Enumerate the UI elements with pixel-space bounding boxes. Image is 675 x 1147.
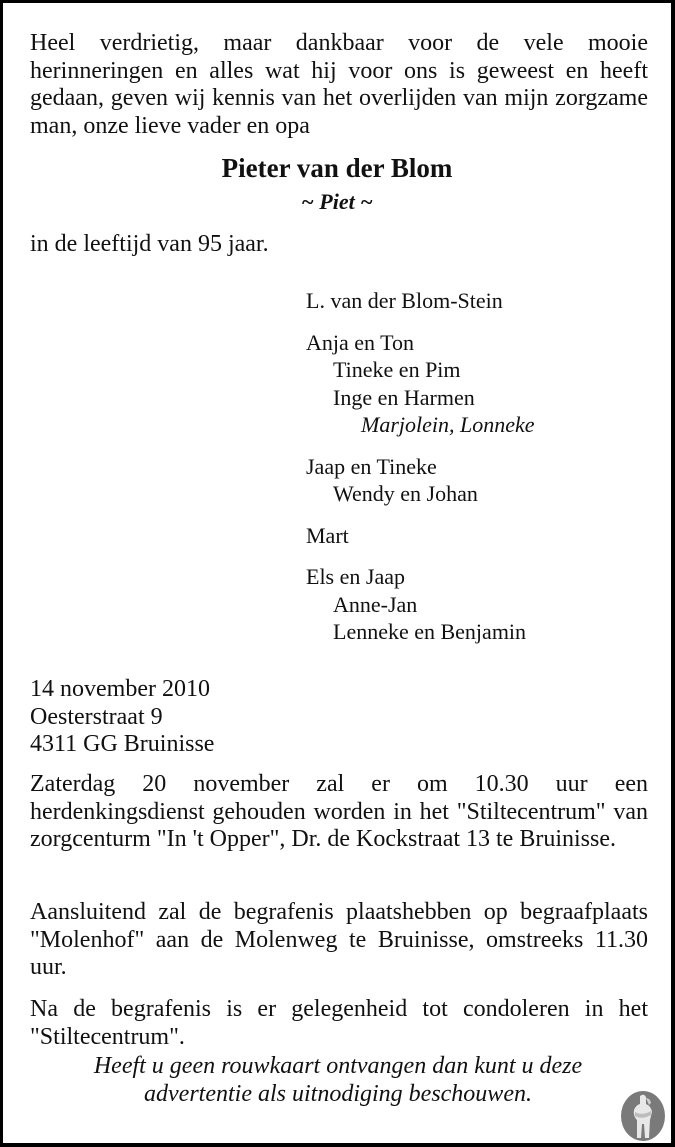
family-member: Inge en Harmen — [333, 384, 475, 410]
street-address: Oesterstraat 9 — [30, 703, 163, 730]
family-member: Tineke en Pim — [333, 357, 461, 382]
invitation-note: Heeft u geen rouwkaart ontvangen dan kunt u deze advertentie als uitnodiging beschouwen. — [93, 1053, 583, 1107]
family-group — [306, 329, 535, 439]
family-group — [306, 287, 535, 315]
family-member: Marjolein, Lonneke — [361, 412, 535, 437]
family-member: Anja en Ton — [306, 329, 415, 355]
family-member: Lenneke en Benjamin — [333, 619, 527, 644]
family-member: Jaap en Tineke — [306, 453, 437, 479]
postal-city: 4311 GG Bruinisse — [30, 731, 215, 757]
family-group — [306, 563, 535, 646]
family-member: Mart — [306, 522, 349, 548]
burial-text: Aansluitend zal de begrafenis plaatshebben op begraafplaats "Molenhof" aan de Molenweg te Bruinisse, omstreeks 11.30 uur. — [30, 899, 648, 980]
family-member: L. van der Blom-Stein — [306, 288, 503, 313]
notice-date: 14 november 2010 — [30, 676, 210, 702]
family-member: Wendy en Johan — [333, 481, 478, 506]
address-block — [30, 676, 648, 759]
age-text: in de leeftijd van 95 jaar. — [30, 231, 269, 257]
deceased-name: Pieter van der Blom — [221, 153, 453, 183]
family-group — [306, 453, 535, 508]
intro-text: Heel verdrietig, maar dankbaar voor de vele mooie herinneringen en alles wat hij voor ons is geweest en heeft gedaan, geven wij kennis van het overlijden van mijn zorgzame man, onze lieve vader en opa — [30, 30, 648, 139]
family-member: Els en Jaap — [306, 564, 405, 589]
embracing-figures-icon — [620, 1090, 666, 1142]
family-list — [306, 287, 535, 660]
nickname: ~ Piet ~ — [301, 189, 373, 214]
memorial-service-text: Zaterdag 20 november zal er om 10.30 uur een herdenkingsdienst gehouden worden in het "Stiltecentrum" van zorgcenturm "In 't Opper", Dr. de Kockstraat 13 te Bruinisse. — [30, 771, 648, 852]
family-group — [306, 522, 535, 550]
condolences-text: Na de begrafenis is er gelegenheid tot condoleren in het "Stiltecentrum". — [30, 996, 648, 1050]
family-member: Anne-Jan — [333, 591, 418, 617]
